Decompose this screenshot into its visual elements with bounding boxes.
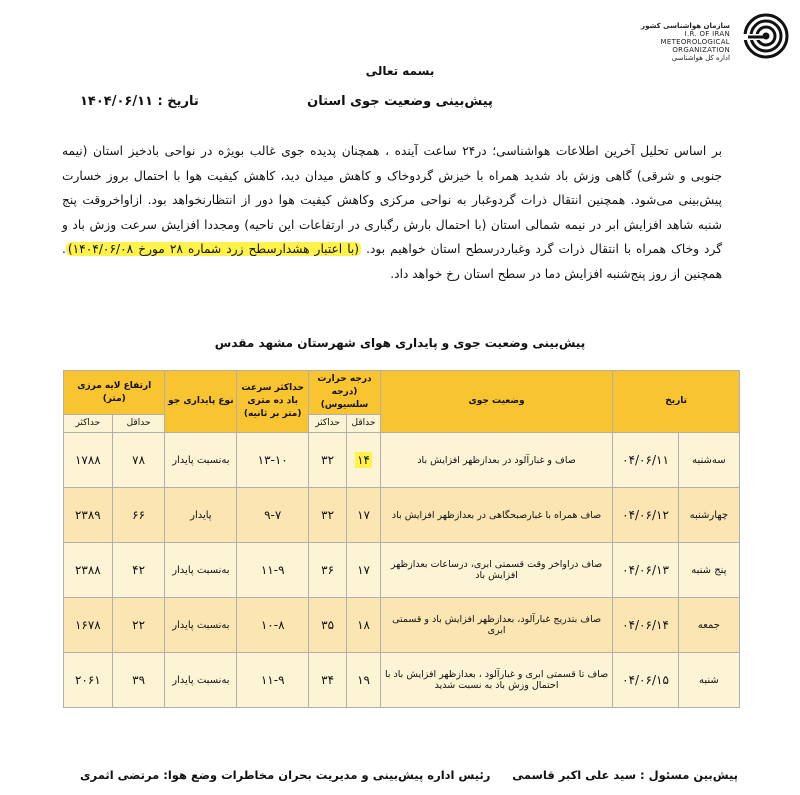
table-row xyxy=(64,653,740,708)
header-wind: حداکثر سرعت باد ده متری (متر بر ثانیه) xyxy=(237,371,309,433)
row-wind: ۱۰-۸ xyxy=(237,598,309,653)
paragraph-text-2: . همچنین از روز پنج‌شنبه افزایش دما در سطح استان رخ خواهد داد. xyxy=(62,242,722,281)
row-temp-max: ۳۶ xyxy=(309,543,347,598)
header-temp: درجه حرارت (درجه سلسیوس) xyxy=(309,371,381,415)
logo-fa-sub: اداره کل هواشناسی xyxy=(671,54,730,62)
table-title: پیش‌بینی وضعیت جوی و پایداری هوای شهرستان مشهد مقدس xyxy=(214,336,586,350)
date-value: ۱۴۰۴/۰۶/۱۱ xyxy=(80,94,153,109)
row-bl-min: ۲۲ xyxy=(112,598,165,653)
row-bl-min: ۴۲ xyxy=(112,543,165,598)
row-temp-min: ۱۸ xyxy=(347,598,381,653)
row-bl-min: ۶۶ xyxy=(112,488,165,543)
row-day: پنج شنبه xyxy=(678,543,739,598)
row-condition: صاف و غبارآلود در بعدازظهر افزایش باد xyxy=(380,433,612,488)
row-stability: به‌نسبت پایدار xyxy=(165,433,237,488)
row-wind: ۹-۷ xyxy=(237,488,309,543)
row-temp-min xyxy=(347,433,381,488)
date-line xyxy=(80,94,230,109)
row-day: چهارشنبه xyxy=(678,488,739,543)
row-condition: صاف بتدریج غبارآلود، بعدازظهر افزایش باد و قسمتی ابری xyxy=(380,598,612,653)
table-row xyxy=(64,433,740,488)
logo-en-line2: METEOROLOGICAL xyxy=(660,38,730,46)
row-temp-min: ۱۹ xyxy=(347,653,381,708)
paragraph-text-1: بر اساس تحلیل آخرین اطلاعات هواشناسی؛ در۲۴ ساعت آینده ، همچنان پدیده جوی غالب بویژه در نواحی بادخیز استان (نیمه جنوبی و شرقی) گاهی وزش باد شدید همراه با خیزش گردوخاک و کاهش میدان دید، کاهش کیفیت هوا با احتمال بروز خسارت پیش‌بینی می‌شود. همچنین انتقال ذرات گردوغبار به نواحی مرکزی وکاهش کیفیت هوا دور از انتظارنخواهد بود. ازاواخروقت پنج شنبه شاهد افزایش ابر در نیمه شمالی استان (با احتمال بارش رگباری در ارتفاعات این ناحیه) ومجددا افزایش سرعت وزش باد و گرد وخاک همراه با انتقال ذرات گرد وغباردرسطح استان خواهیم بود. xyxy=(62,144,723,256)
besmellah-heading: بسمه تعالی xyxy=(365,64,435,78)
header-boundary: ارتفاع لایه مرزی (متر) xyxy=(64,371,165,415)
header-bl-max: حداکثر xyxy=(64,415,113,433)
row-date: ۰۴/۰۶/۱۱ xyxy=(613,433,678,488)
row-date: ۰۴/۰۶/۱۴ xyxy=(613,598,678,653)
spiral-logo-icon xyxy=(742,12,790,60)
row-condition: صاف دراواخر وقت قسمتی ابری، درساعات بعدازظهر افزایش باد xyxy=(380,543,612,598)
row-bl-max: ۲۳۸۸ xyxy=(64,543,113,598)
row-day: جمعه xyxy=(678,598,739,653)
row-bl-max: ۲۳۸۹ xyxy=(64,488,113,543)
row-temp-max: ۳۲ xyxy=(309,488,347,543)
page-title: پیش‌بینی وضعیت جوی استان xyxy=(307,94,493,109)
row-condition: صاف همراه با غبارصبحگاهی در بعدازظهر افزایش باد xyxy=(380,488,612,543)
row-stability: به‌نسبت پایدار xyxy=(165,653,237,708)
header-date: تاریخ xyxy=(613,371,740,433)
row-stability: به‌نسبت پایدار xyxy=(165,543,237,598)
header-temp-max: حداکثر xyxy=(309,415,347,433)
table-row xyxy=(64,543,740,598)
row-temp-max: ۳۲ xyxy=(309,433,347,488)
row-bl-max: ۱۷۸۸ xyxy=(64,433,113,488)
header-stability: نوع پایداری جو xyxy=(165,371,237,433)
organization-logo xyxy=(630,10,790,62)
row-date: ۰۴/۰۶/۱۲ xyxy=(613,488,678,543)
row-bl-max: ۱۶۷۸ xyxy=(64,598,113,653)
table-header-row xyxy=(64,371,740,415)
logo-en-line3: ORGANIZATION xyxy=(672,46,730,54)
row-wind: ۱۱-۹ xyxy=(237,543,309,598)
row-wind: ۱۳-۱۰ xyxy=(237,433,309,488)
row-stability: به‌نسبت پایدار xyxy=(165,598,237,653)
header-temp-min: حداقل xyxy=(347,415,381,433)
row-bl-min: ۳۹ xyxy=(112,653,165,708)
forecast-paragraph xyxy=(62,139,722,286)
row-date: ۰۴/۰۶/۱۵ xyxy=(613,653,678,708)
row-bl-min: ۷۸ xyxy=(112,433,165,488)
forecaster-signature: پیش‌بین مسئول : سید علی اکبر قاسمی xyxy=(512,768,738,782)
row-temp-min: ۱۷ xyxy=(347,488,381,543)
row-wind: ۱۱-۹ xyxy=(237,653,309,708)
row-condition: صاف تا قسمتی ابری و غبارآلود ، بعدازظهر افزایش باد با احتمال وزش باد به نسبت شدید xyxy=(380,653,612,708)
row-temp-min: ۱۷ xyxy=(347,543,381,598)
row-temp-min-highlight: ۱۴ xyxy=(357,453,370,467)
header-condition: وضعیت جوی xyxy=(380,371,612,433)
row-day: سه‌شنبه xyxy=(678,433,739,488)
row-date: ۰۴/۰۶/۱۳ xyxy=(613,543,678,598)
logo-fa-name: سازمان هواشناسی کشور xyxy=(641,22,730,30)
row-temp-max: ۳۴ xyxy=(309,653,347,708)
table-row xyxy=(64,598,740,653)
warning-highlight: (با اعتبار هشدارسطح زرد شماره ۲۸ مورخ ۱۴۰۴/۰۶/۰۸) xyxy=(67,242,360,256)
row-temp-max: ۳۵ xyxy=(309,598,347,653)
row-day: شنبه xyxy=(678,653,739,708)
header-bl-min: حداقل xyxy=(112,415,165,433)
row-stability: پایدار xyxy=(165,488,237,543)
logo-en-line1: I.R. OF IRAN xyxy=(684,30,730,38)
date-label: تاریخ : xyxy=(157,94,199,109)
table-row xyxy=(64,488,740,543)
forecast-table xyxy=(63,370,740,708)
department-head-signature: رئیس اداره پیش‌بینی و مدیریت بحران مخاطرات وضع هوا: مرتضی اثمری xyxy=(80,768,491,782)
row-bl-max: ۲۰۶۱ xyxy=(64,653,113,708)
